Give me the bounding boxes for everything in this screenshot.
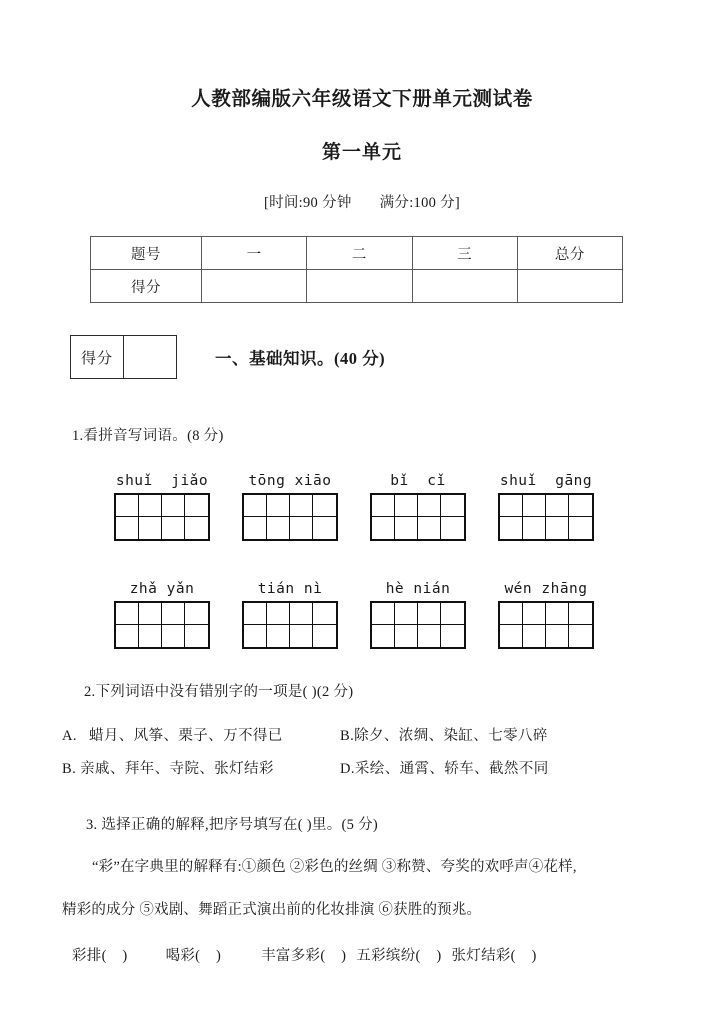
question-3-definitions-cont bbox=[62, 896, 662, 924]
pinyin-label: zhǎ yǎn bbox=[129, 580, 195, 597]
section-one-header bbox=[70, 335, 662, 379]
character-grid[interactable] bbox=[114, 601, 210, 649]
pinyin-label: shuǐ gāng bbox=[499, 472, 593, 489]
pinyin-label: hè nián bbox=[385, 580, 451, 597]
score-table-header-cell: 总分 bbox=[517, 237, 622, 270]
score-table-header-cell: 一 bbox=[202, 237, 307, 270]
score-input-cell[interactable] bbox=[517, 270, 622, 303]
time-limit-label: [时间:90 分钟 bbox=[263, 195, 352, 212]
answer-blank-wucaibinfen[interactable]: 五彩缤纷( ) bbox=[356, 947, 442, 964]
character-grid[interactable] bbox=[242, 493, 338, 541]
option-c-label: B. bbox=[62, 761, 77, 778]
character-grid[interactable] bbox=[242, 601, 338, 649]
score-input-cell[interactable] bbox=[412, 270, 517, 303]
section-score-label: 得分 bbox=[71, 336, 124, 378]
pinyin-label: shuǐ jiǎo bbox=[115, 472, 209, 489]
pinyin-item bbox=[354, 473, 482, 541]
score-table-header-cell: 二 bbox=[307, 237, 412, 270]
answer-blank-zhangdengjiecai[interactable]: 张灯结彩( ) bbox=[451, 947, 537, 964]
question-2-prompt: 2.下列词语中没有错别字的一项是( )(2 分) bbox=[84, 683, 354, 700]
score-table bbox=[90, 236, 623, 303]
page-title: 人教部编版六年级语文下册单元测试卷 bbox=[191, 89, 533, 110]
option-b[interactable] bbox=[340, 720, 548, 753]
question-3-answer-blanks bbox=[72, 944, 662, 965]
pinyin-item bbox=[98, 473, 226, 541]
score-input-cell[interactable] bbox=[202, 270, 307, 303]
unit-title: 第一单元 bbox=[321, 141, 402, 164]
pinyin-item bbox=[482, 581, 610, 649]
section-score-box bbox=[70, 335, 177, 379]
table-row bbox=[91, 270, 623, 303]
option-d[interactable] bbox=[340, 753, 549, 786]
character-grid[interactable] bbox=[370, 493, 466, 541]
option-b-text: 除夕、浓绸、染缸、七零八碎 bbox=[354, 728, 548, 745]
pinyin-writing-exercise bbox=[62, 473, 662, 649]
definitions-line-1: “彩”在字典里的解释有:①颜色 ②彩色的丝绸 ③称赞、夸奖的欢呼声④花样, bbox=[92, 859, 577, 876]
option-a-text: 蜡月、风筝、栗子、万不得已 bbox=[88, 728, 283, 745]
section-score-input[interactable] bbox=[124, 336, 176, 378]
question-1-prompt: 1.看拼音写词语。(8 分) bbox=[72, 428, 224, 445]
question-2-options bbox=[62, 720, 662, 785]
answer-blank-hecai[interactable]: 喝彩( ) bbox=[165, 947, 222, 964]
option-c[interactable] bbox=[62, 753, 340, 786]
option-a-label: A. bbox=[62, 728, 77, 745]
character-grid[interactable] bbox=[370, 601, 466, 649]
option-row bbox=[62, 753, 662, 786]
option-row bbox=[62, 720, 662, 753]
score-table-header-cell: 三 bbox=[412, 237, 517, 270]
full-score-label: 满分:100 分] bbox=[379, 195, 461, 212]
exam-meta bbox=[62, 164, 662, 212]
character-grid[interactable] bbox=[498, 601, 594, 649]
definitions-line-2: 精彩的成分 ⑤戏剧、舞蹈正式演出前的化妆排演 ⑥获胜的预兆。 bbox=[62, 901, 482, 918]
pinyin-item bbox=[226, 473, 354, 541]
pinyin-item bbox=[226, 581, 354, 649]
character-grid[interactable] bbox=[114, 493, 210, 541]
pinyin-row-1 bbox=[98, 473, 662, 541]
pinyin-label: tōng xiāo bbox=[248, 472, 332, 489]
pinyin-row-2 bbox=[98, 581, 662, 649]
section-one-title: 一、基础知识。(40 分) bbox=[215, 349, 386, 369]
pinyin-item bbox=[482, 473, 610, 541]
question-3-definitions bbox=[62, 853, 662, 881]
pinyin-item bbox=[98, 581, 226, 649]
score-row-label: 得分 bbox=[91, 270, 202, 303]
question-3-prompt: 3. 选择正确的解释,把序号填写在( )里。(5 分) bbox=[86, 816, 379, 833]
answer-blank-caipai[interactable]: 彩排( ) bbox=[72, 947, 128, 964]
score-table-header-cell: 题号 bbox=[91, 237, 202, 270]
character-grid[interactable] bbox=[498, 493, 594, 541]
option-a[interactable] bbox=[62, 720, 340, 753]
option-b-label: B. bbox=[340, 728, 355, 745]
table-row bbox=[91, 237, 623, 270]
score-input-cell[interactable] bbox=[307, 270, 412, 303]
option-c-text: 亲戚、拜年、寺院、张灯结彩 bbox=[80, 761, 274, 778]
pinyin-item bbox=[354, 581, 482, 649]
option-d-text: 采绘、通霄、轿车、截然不同 bbox=[354, 761, 549, 778]
answer-blank-fengfuduocai[interactable]: 丰富多彩( ) bbox=[261, 947, 347, 964]
pinyin-label: bǐ cǐ bbox=[390, 472, 446, 489]
pinyin-label: tián nì bbox=[257, 580, 323, 597]
pinyin-label: wén zhāng bbox=[504, 580, 588, 597]
option-d-label: D. bbox=[340, 761, 355, 778]
